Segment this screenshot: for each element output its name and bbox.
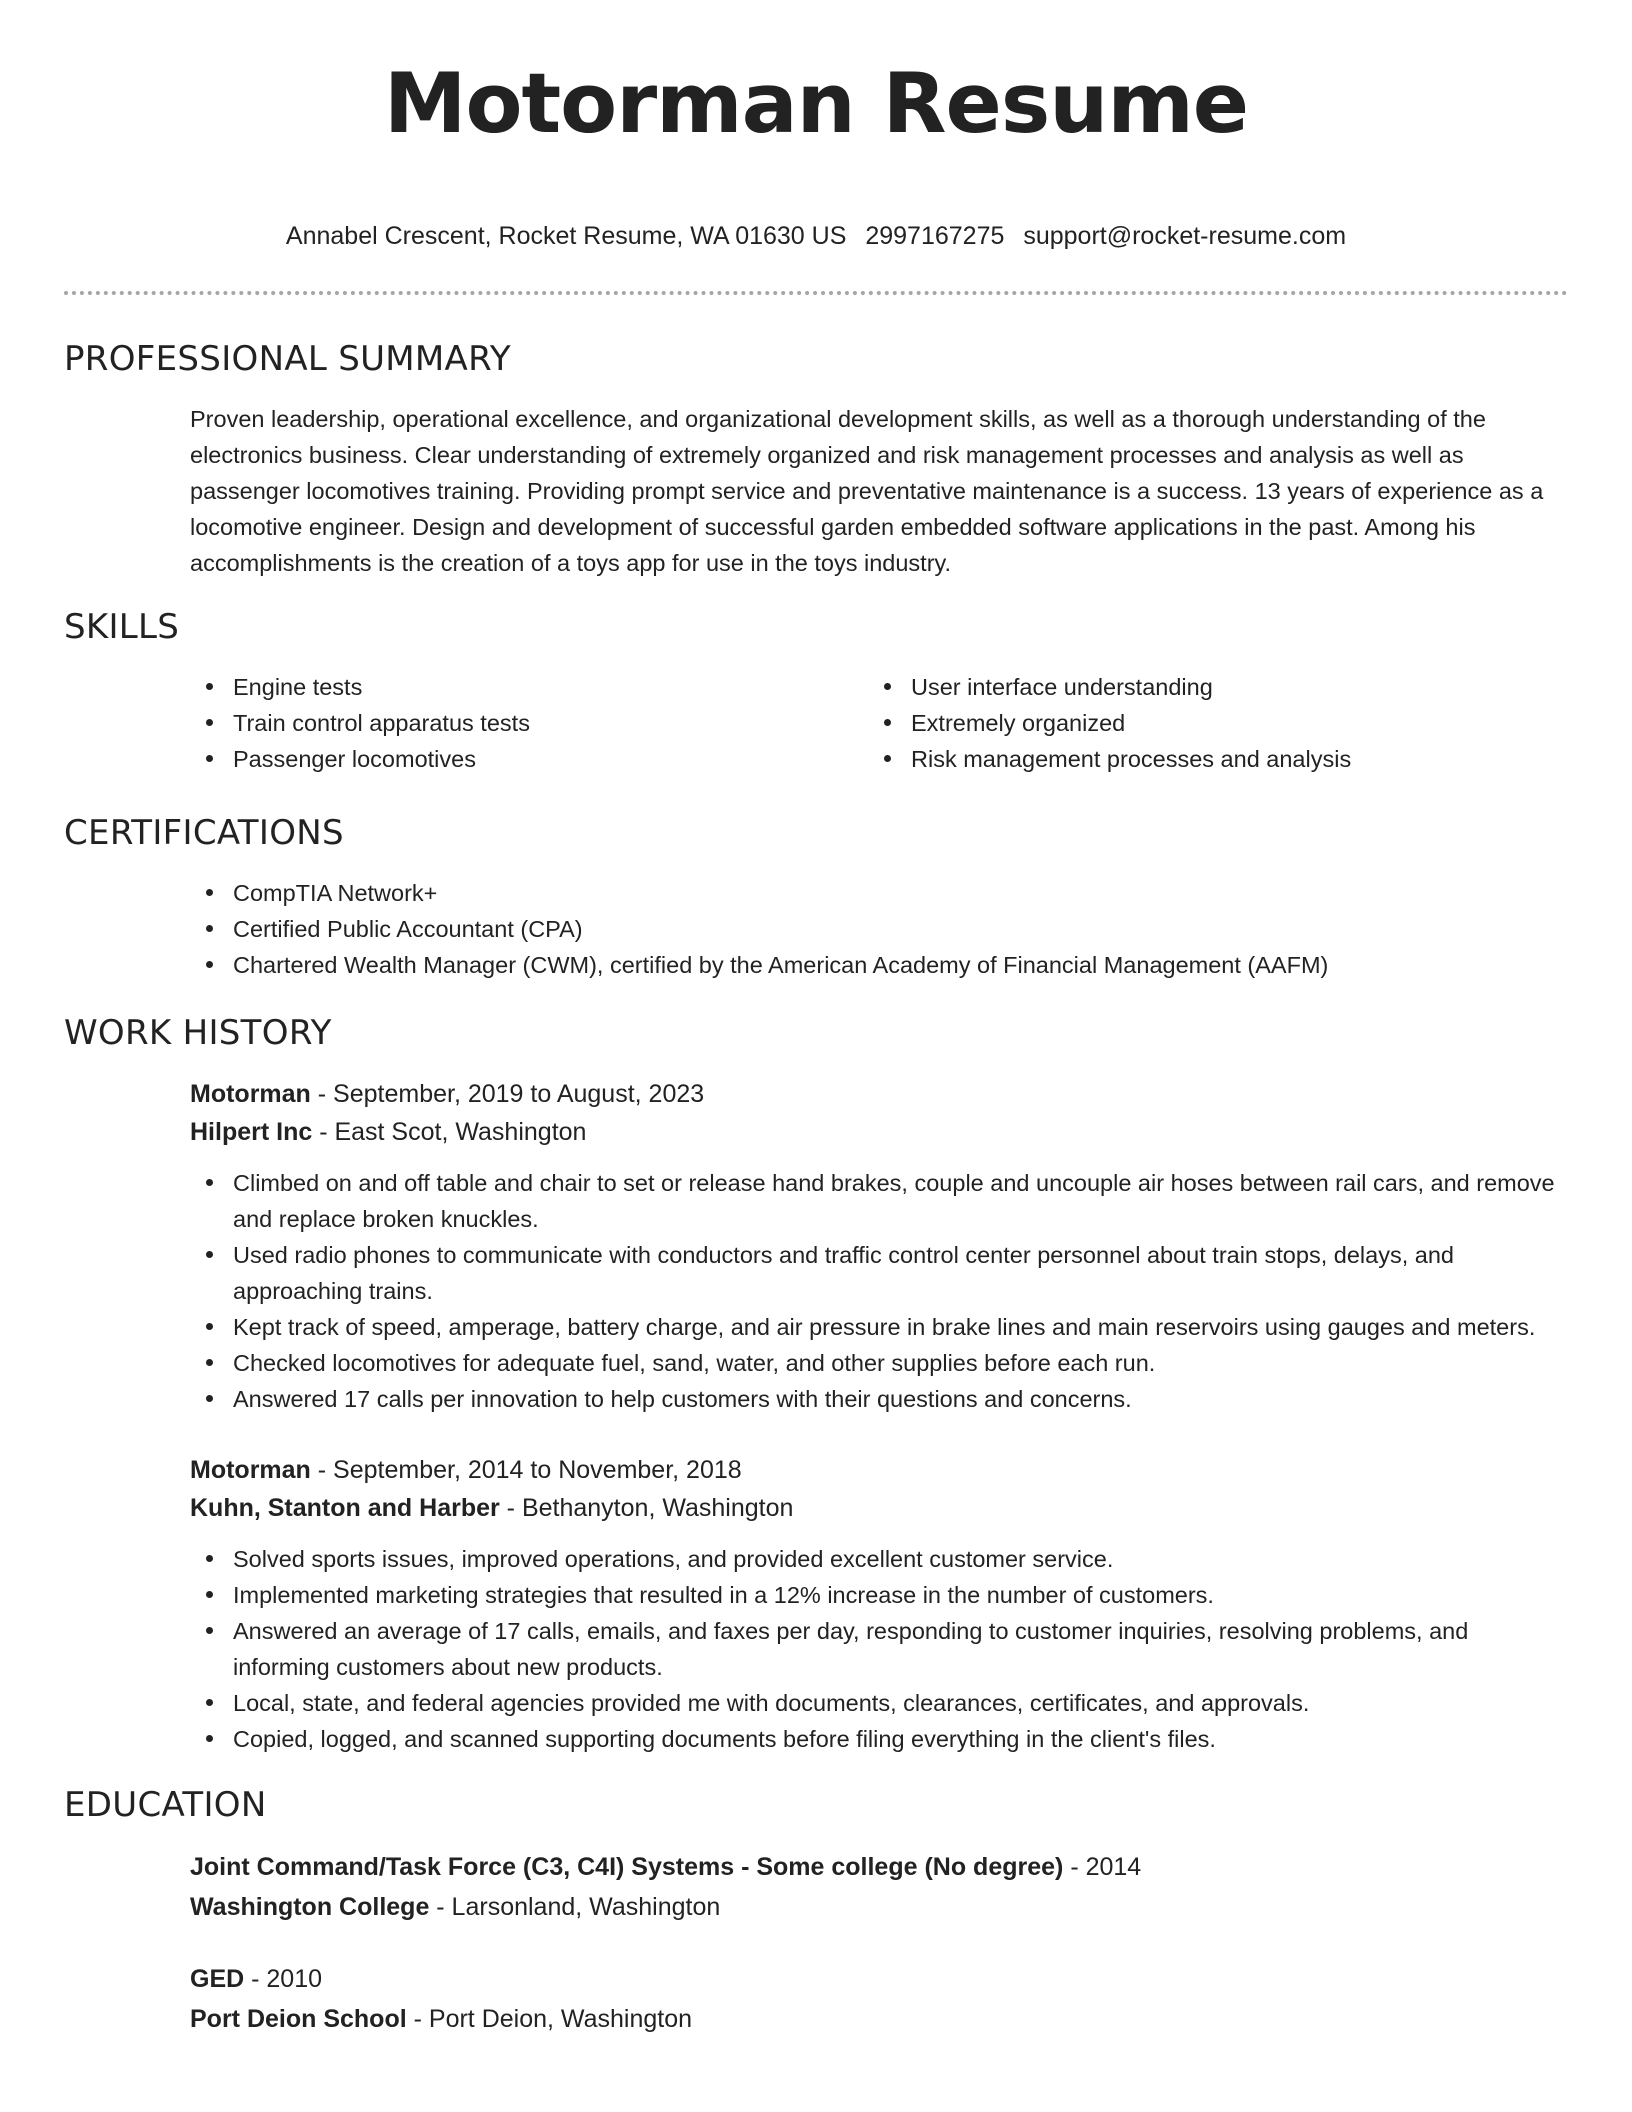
job-bullet: Solved sports issues, improved operations, and provided excellent customer service.: [190, 1541, 1568, 1577]
job-bullet: Used radio phones to communicate with conductors and traffic control center personnel about train stops, delays, and approaching trains.: [190, 1237, 1568, 1309]
job-bullet: Checked locomotives for adequate fuel, sand, water, and other supplies before each run.: [190, 1345, 1568, 1381]
education-degree: GED: [190, 1965, 245, 1993]
certification-item: Chartered Wealth Manager (CWM), certified by the American Academy of Financial Management (AAFM): [190, 947, 1568, 983]
job-entry: [64, 1075, 1568, 1417]
job-company: Kuhn, Stanton and Harber: [190, 1494, 500, 1522]
education-degree-line: [190, 1959, 1568, 1999]
education-school: Port Deion School: [190, 2005, 407, 2033]
education-section: [64, 1785, 1568, 2039]
header-divider: [64, 291, 1568, 295]
job-bullets: [190, 1165, 1568, 1417]
job-title: Motorman: [190, 1080, 311, 1108]
skill-item: Train control apparatus tests: [190, 705, 868, 741]
education-heading: EDUCATION: [64, 1785, 267, 1825]
education-degree-line: [190, 1847, 1568, 1887]
job-location: - East Scot, Washington: [312, 1118, 587, 1146]
job-company: Hilpert Inc: [190, 1118, 313, 1146]
job-bullet: Kept track of speed, amperage, battery charge, and air pressure in brake lines and main reservoirs using gauges and meters.: [190, 1309, 1568, 1345]
job-bullet: Copied, logged, and scanned supporting documents before filing everything in the client's files.: [190, 1721, 1568, 1757]
certification-item: CompTIA Network+: [190, 875, 1568, 911]
job-dates: - September, 2019 to August, 2023: [310, 1080, 705, 1108]
contact-line: [64, 221, 1568, 251]
education-location: - Larsonland, Washington: [429, 1893, 721, 1921]
job-bullet: Local, state, and federal agencies provided me with documents, clearances, certificates, and approvals.: [190, 1685, 1568, 1721]
skills-heading: SKILLS: [64, 607, 180, 647]
work-history-heading: WORK HISTORY: [64, 1013, 332, 1053]
certifications-list: [64, 875, 1568, 983]
summary-heading: PROFESSIONAL SUMMARY: [64, 339, 511, 379]
job-title-line: [190, 1451, 1568, 1489]
job-company-line: [190, 1489, 1568, 1527]
skill-item: Passenger locomotives: [190, 741, 868, 777]
skills-section: [64, 607, 1568, 777]
work-history-section: [64, 1013, 1568, 1757]
job-entry: [64, 1451, 1568, 1757]
education-entry: [64, 1847, 1568, 1927]
education-school-line: [190, 1999, 1568, 2039]
summary-text: Proven leadership, operational excellence, and organizational development skills, as well as a thorough understanding of the electronics business. Clear understanding of extremely organized and risk management processes and analysis as well as passenger locomotives training. Providing prompt service and preventative maintenance is a success. 13 years of experience as a locomotive engineer. Design and development of successful garden embedded software applications in the past. Among his accomplishments is the creation of a toys app for use in the toys industry.: [190, 406, 1544, 576]
education-school-line: [190, 1887, 1568, 1927]
skill-item: Risk management processes and analysis: [868, 741, 1546, 777]
job-bullet: Answered an average of 17 calls, emails, and faxes per day, responding to customer inquiries, resolving problems, and informing customers about new products.: [190, 1613, 1568, 1685]
certifications-heading: CERTIFICATIONS: [64, 813, 344, 853]
job-company-line: [190, 1113, 1568, 1151]
job-bullet: Climbed on and off table and chair to set or release hand brakes, couple and uncouple air hoses between rail cars, and remove and replace broken knuckles.: [190, 1165, 1568, 1237]
skills-list-right: [868, 669, 1546, 777]
education-year: - 2014: [1063, 1853, 1142, 1881]
skill-item: Extremely organized: [868, 705, 1546, 741]
contact-phone: 2997167275: [865, 222, 1005, 250]
skill-item: User interface understanding: [868, 669, 1546, 705]
education-degree: Joint Command/Task Force (C3, C4I) Systems - Some college (No degree): [190, 1853, 1064, 1881]
job-bullets: [190, 1541, 1568, 1757]
skills-list-left: [190, 669, 868, 777]
job-title-line: [190, 1075, 1568, 1113]
resume-title: Motorman Resume: [383, 55, 1249, 152]
certification-item: Certified Public Accountant (CPA): [190, 911, 1568, 947]
contact-email: support@rocket-resume.com: [1023, 222, 1347, 250]
education-year: - 2010: [244, 1965, 323, 1993]
skills-grid: [64, 669, 1568, 777]
education-location: - Port Deion, Washington: [406, 2005, 693, 2033]
education-entry: [64, 1959, 1568, 2039]
job-location: - Bethanyton, Washington: [499, 1494, 794, 1522]
job-bullet: Implemented marketing strategies that resulted in a 12% increase in the number of customers.: [190, 1577, 1568, 1613]
certifications-section: [64, 813, 1568, 983]
job-bullet: Answered 17 calls per innovation to help customers with their questions and concerns.: [190, 1381, 1568, 1417]
job-dates: - September, 2014 to November, 2018: [310, 1456, 742, 1484]
summary-section: [64, 339, 1568, 581]
education-school: Washington College: [190, 1893, 430, 1921]
skill-item: Engine tests: [190, 669, 868, 705]
contact-address: Annabel Crescent, Rocket Resume, WA 01630 US: [285, 222, 847, 250]
job-title: Motorman: [190, 1456, 311, 1484]
